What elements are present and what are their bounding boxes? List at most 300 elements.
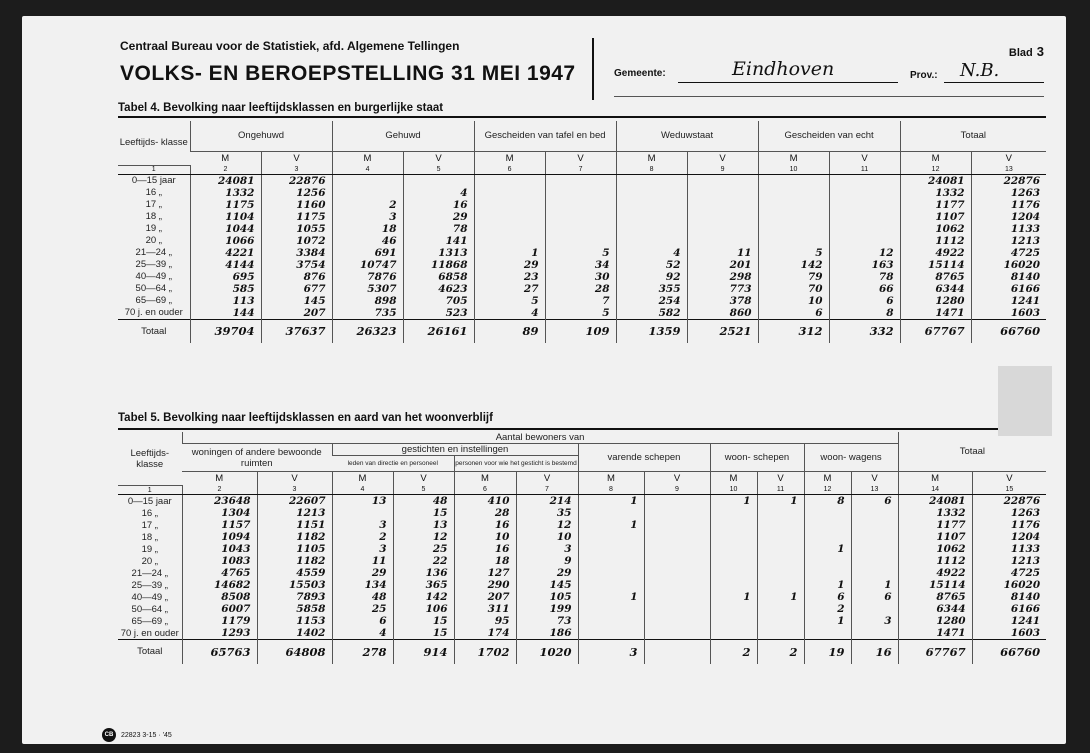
- data-cell: 16020: [972, 579, 1046, 591]
- table-row: [118, 307, 1046, 320]
- data-cell: 582: [616, 307, 687, 320]
- age-class-label: 70 j. en ouder: [124, 307, 183, 318]
- data-cell: 2: [332, 199, 403, 211]
- total-cell: 1359: [616, 319, 687, 343]
- data-cell: 1332: [190, 187, 261, 199]
- total-cell: 2: [710, 640, 757, 664]
- data-cell: 8140: [971, 271, 1046, 283]
- personen-header: personen voor wie het gesticht is bestemd: [454, 456, 578, 472]
- age-class-label: 40—49 „: [135, 271, 172, 282]
- column-number: 6: [454, 486, 516, 495]
- group-header: Totaal: [900, 121, 1046, 151]
- total-cell: 65763: [182, 640, 257, 664]
- total-cell: 37637: [261, 319, 332, 343]
- column-number: 11: [757, 486, 804, 495]
- woonwagens-header: woon- wagens: [804, 444, 898, 472]
- data-cell: 1112: [898, 555, 972, 567]
- data-cell: 12: [829, 247, 900, 259]
- total-cell: 332: [829, 319, 900, 343]
- total-cell: 26161: [403, 319, 474, 343]
- total-cell: 914: [393, 640, 454, 664]
- column-v-header: V: [757, 472, 804, 486]
- data-cell: [710, 615, 757, 627]
- varende-header: varende schepen: [578, 444, 710, 472]
- data-cell: 13: [393, 519, 454, 531]
- data-cell: 1133: [972, 543, 1046, 555]
- age-class-label: 20 „: [141, 555, 158, 567]
- data-cell: 1179: [182, 615, 257, 627]
- data-cell: 106: [393, 603, 454, 615]
- data-cell: 6344: [900, 283, 971, 295]
- table-row: [118, 543, 1046, 555]
- age-class-label: 0—15 jaar: [127, 495, 172, 507]
- age-class-label: 19 „: [145, 223, 162, 234]
- data-cell: 29: [516, 567, 578, 579]
- total-cell: 1702: [454, 640, 516, 664]
- data-cell: 523: [403, 307, 474, 320]
- data-cell: 15: [393, 507, 454, 519]
- data-cell: 16: [454, 519, 516, 531]
- column-number: 9: [687, 165, 758, 174]
- data-cell: 6: [851, 495, 898, 508]
- data-cell: 254: [616, 295, 687, 307]
- age-class-label: 25—39 „: [131, 579, 168, 591]
- age-header: Leeftijds- klasse: [118, 121, 190, 165]
- column-number: 3: [257, 486, 332, 495]
- data-cell: [851, 531, 898, 543]
- age-class-label: 17 „: [141, 519, 158, 531]
- census-form-sheet: [22, 16, 1066, 744]
- column-number: 10: [710, 486, 757, 495]
- data-cell: [804, 555, 851, 567]
- data-cell: 15114: [898, 579, 972, 591]
- data-cell: [710, 555, 757, 567]
- table-row: [118, 519, 1046, 531]
- data-cell: 705: [403, 295, 474, 307]
- data-cell: 1: [757, 591, 804, 603]
- data-cell: [616, 174, 687, 187]
- data-cell: [644, 543, 710, 555]
- data-cell: 10: [516, 531, 578, 543]
- data-cell: 691: [332, 247, 403, 259]
- column-m-header: M: [898, 472, 972, 486]
- data-cell: [644, 519, 710, 531]
- age-class-label: 18 „: [145, 211, 162, 222]
- form-footer: [102, 728, 172, 742]
- data-cell: 14682: [182, 579, 257, 591]
- data-cell: [644, 579, 710, 591]
- table5-caption: Tabel 5. Bevolking naar leeftijdsklassen en aard van het woonverblijf: [118, 412, 493, 424]
- column-v-header: V: [393, 472, 454, 486]
- column-number: 8: [616, 165, 687, 174]
- data-cell: 28: [454, 507, 516, 519]
- total-cell: 39704: [190, 319, 261, 343]
- header-divider: [592, 38, 594, 100]
- data-cell: 1066: [190, 235, 261, 247]
- data-cell: 1107: [898, 531, 972, 543]
- data-cell: 898: [332, 295, 403, 307]
- table-row: [118, 531, 1046, 543]
- data-cell: 3: [851, 615, 898, 627]
- group-header: Weduwstaat: [616, 121, 758, 151]
- table-row: [118, 235, 1046, 247]
- data-cell: 8140: [972, 591, 1046, 603]
- total-cell: 1020: [516, 640, 578, 664]
- column-v-header: V: [403, 151, 474, 165]
- age-class-label: 21—24 „: [135, 247, 172, 258]
- data-cell: 207: [261, 307, 332, 320]
- column-v-header: V: [644, 472, 710, 486]
- data-cell: [710, 603, 757, 615]
- data-cell: [578, 531, 644, 543]
- data-cell: 8508: [182, 591, 257, 603]
- data-cell: 23648: [182, 495, 257, 508]
- column-v-header: V: [829, 151, 900, 165]
- data-cell: 1105: [257, 543, 332, 555]
- data-cell: 1: [710, 591, 757, 603]
- age-class-label: 40—49 „: [131, 591, 168, 603]
- table-row: [118, 591, 1046, 603]
- data-cell: 4725: [972, 567, 1046, 579]
- data-cell: [710, 507, 757, 519]
- column-number: 4: [332, 165, 403, 174]
- data-cell: 1204: [971, 211, 1046, 223]
- data-cell: [851, 567, 898, 579]
- data-cell: 1263: [971, 187, 1046, 199]
- data-cell: [829, 223, 900, 235]
- data-cell: 12: [393, 531, 454, 543]
- data-cell: [616, 235, 687, 247]
- data-cell: [644, 531, 710, 543]
- data-cell: 6: [851, 591, 898, 603]
- data-cell: [644, 615, 710, 627]
- data-cell: 735: [332, 307, 403, 320]
- data-cell: [829, 187, 900, 199]
- data-cell: 365: [393, 579, 454, 591]
- column-m-header: M: [454, 472, 516, 486]
- data-cell: [687, 211, 758, 223]
- group-header: Gehuwd: [332, 121, 474, 151]
- data-cell: [545, 187, 616, 199]
- data-cell: [545, 211, 616, 223]
- age-class-label: 65—69 „: [135, 295, 172, 306]
- table4: [118, 121, 1046, 343]
- data-cell: 585: [190, 283, 261, 295]
- data-cell: 860: [687, 307, 758, 320]
- data-cell: 24081: [898, 495, 972, 508]
- data-cell: 5: [545, 307, 616, 320]
- age-header: Leeftijds- klasse: [118, 432, 182, 486]
- data-cell: 78: [829, 271, 900, 283]
- data-cell: 1: [578, 519, 644, 531]
- data-cell: [687, 187, 758, 199]
- table-row: [118, 615, 1046, 627]
- data-cell: 1: [757, 495, 804, 508]
- data-cell: 1094: [182, 531, 257, 543]
- table-row: [118, 507, 1046, 519]
- data-cell: 4559: [257, 567, 332, 579]
- data-cell: 1: [578, 591, 644, 603]
- data-cell: 1: [804, 543, 851, 555]
- data-cell: 24081: [900, 174, 971, 187]
- table-row: [118, 567, 1046, 579]
- data-cell: 70: [758, 283, 829, 295]
- data-cell: 6: [332, 615, 393, 627]
- column-m-header: M: [900, 151, 971, 165]
- data-cell: 48: [332, 591, 393, 603]
- age-class-label: 65—69 „: [131, 615, 168, 627]
- data-cell: 48: [393, 495, 454, 508]
- table-row: [118, 579, 1046, 591]
- data-cell: 1241: [972, 615, 1046, 627]
- column-number: 12: [900, 165, 971, 174]
- data-cell: 12: [516, 519, 578, 531]
- totaal-header: Totaal: [898, 432, 1046, 472]
- data-cell: 876: [261, 271, 332, 283]
- data-cell: 18: [454, 555, 516, 567]
- age-class-label: 20 „: [145, 235, 162, 246]
- column-number: 8: [578, 486, 644, 495]
- age-class-label: 0—15 jaar: [131, 175, 176, 186]
- column-number: 1: [118, 165, 190, 174]
- column-m-header: M: [578, 472, 644, 486]
- age-class-label: 17 „: [145, 199, 162, 210]
- bewoners-header: Aantal bewoners van: [182, 432, 898, 444]
- column-m-header: M: [616, 151, 687, 165]
- data-cell: [687, 235, 758, 247]
- data-cell: 8765: [898, 591, 972, 603]
- data-cell: [403, 174, 474, 187]
- data-cell: [757, 567, 804, 579]
- data-cell: 1: [474, 247, 545, 259]
- data-cell: [851, 555, 898, 567]
- column-number: 11: [829, 165, 900, 174]
- table-row: [118, 223, 1046, 235]
- data-cell: 1151: [257, 519, 332, 531]
- form-header: [22, 16, 1066, 116]
- data-cell: [757, 603, 804, 615]
- data-cell: 4623: [403, 283, 474, 295]
- data-cell: 207: [454, 591, 516, 603]
- total-cell: 89: [474, 319, 545, 343]
- sheet-number: Blad 3: [1008, 44, 1044, 59]
- data-cell: 78: [403, 223, 474, 235]
- data-cell: 1293: [182, 627, 257, 640]
- column-m-header: M: [710, 472, 757, 486]
- data-cell: 7: [545, 295, 616, 307]
- table-row: [118, 627, 1046, 640]
- data-cell: [710, 543, 757, 555]
- data-cell: 6166: [972, 603, 1046, 615]
- data-cell: 186: [516, 627, 578, 640]
- data-cell: [332, 174, 403, 187]
- data-cell: 1280: [898, 615, 972, 627]
- data-cell: 15: [393, 615, 454, 627]
- data-cell: [829, 235, 900, 247]
- data-cell: 1176: [971, 199, 1046, 211]
- data-cell: [545, 223, 616, 235]
- column-number: 2: [182, 486, 257, 495]
- gestichten-header: gestichten en instellingen: [332, 444, 578, 456]
- data-cell: 15114: [900, 259, 971, 271]
- data-cell: 1055: [261, 223, 332, 235]
- data-cell: 4765: [182, 567, 257, 579]
- data-cell: [710, 567, 757, 579]
- data-cell: [710, 579, 757, 591]
- data-cell: 16: [454, 543, 516, 555]
- data-cell: 1: [804, 579, 851, 591]
- data-cell: 3384: [261, 247, 332, 259]
- data-cell: [644, 627, 710, 640]
- data-cell: 6007: [182, 603, 257, 615]
- data-cell: [710, 531, 757, 543]
- column-m-header: M: [215, 473, 224, 485]
- data-cell: [804, 519, 851, 531]
- data-cell: 52: [616, 259, 687, 271]
- data-cell: 6: [804, 591, 851, 603]
- data-cell: 1083: [182, 555, 257, 567]
- age-class-label: 50—64 „: [131, 603, 168, 615]
- data-cell: [851, 603, 898, 615]
- data-cell: 1062: [898, 543, 972, 555]
- data-cell: 22876: [971, 174, 1046, 187]
- data-cell: 3: [332, 543, 393, 555]
- data-cell: 5: [758, 247, 829, 259]
- data-cell: 355: [616, 283, 687, 295]
- data-cell: [758, 187, 829, 199]
- data-cell: 1153: [257, 615, 332, 627]
- data-cell: 1: [804, 615, 851, 627]
- data-cell: 8: [829, 307, 900, 320]
- total-cell: 109: [545, 319, 616, 343]
- data-cell: 127: [454, 567, 516, 579]
- column-number: 9: [644, 486, 710, 495]
- data-cell: 25: [393, 543, 454, 555]
- table-row: [118, 495, 1046, 508]
- column-m-header: M: [332, 151, 403, 165]
- data-cell: 11868: [403, 259, 474, 271]
- data-cell: 6: [758, 307, 829, 320]
- table-row: [118, 187, 1046, 199]
- column-number: 13: [971, 165, 1046, 174]
- group-header: Ongehuwd: [190, 121, 332, 151]
- table-row: [118, 555, 1046, 567]
- data-cell: [757, 627, 804, 640]
- data-cell: [545, 235, 616, 247]
- column-m-header: M: [804, 472, 851, 486]
- data-cell: 8: [804, 495, 851, 508]
- column-number: 15: [972, 486, 1046, 495]
- data-cell: [710, 627, 757, 640]
- total-cell: 26323: [332, 319, 403, 343]
- data-cell: [804, 531, 851, 543]
- data-cell: 1603: [971, 307, 1046, 320]
- age-class-label: 18 „: [141, 531, 158, 543]
- gemeente-label: Gemeente:: [614, 68, 666, 79]
- data-cell: 4: [403, 187, 474, 199]
- data-cell: 4: [616, 247, 687, 259]
- bureau-line: Centraal Bureau voor de Statistiek, afd. Algemene Tellingen: [120, 39, 460, 53]
- total-label: Totaal: [118, 640, 182, 664]
- data-cell: [851, 627, 898, 640]
- data-cell: 4: [332, 627, 393, 640]
- data-cell: [829, 199, 900, 211]
- data-cell: 142: [758, 259, 829, 271]
- data-cell: 5858: [257, 603, 332, 615]
- table-row: [118, 211, 1046, 223]
- age-class-label: 25—39 „: [135, 259, 172, 270]
- data-cell: [757, 531, 804, 543]
- data-cell: [644, 495, 710, 508]
- data-cell: [474, 235, 545, 247]
- data-cell: 28: [545, 283, 616, 295]
- data-cell: 773: [687, 283, 758, 295]
- data-cell: [644, 591, 710, 603]
- column-number: 10: [758, 165, 829, 174]
- data-cell: 1177: [900, 199, 971, 211]
- data-cell: 10747: [332, 259, 403, 271]
- column-number: 14: [898, 486, 972, 495]
- age-class-label: 19 „: [141, 543, 158, 555]
- data-cell: 1213: [257, 507, 332, 519]
- data-cell: 199: [516, 603, 578, 615]
- table-row: [118, 174, 1046, 187]
- data-cell: 1182: [257, 555, 332, 567]
- data-cell: 1160: [261, 199, 332, 211]
- group-header: Gescheiden van tafel en bed: [474, 121, 616, 151]
- data-cell: 13: [332, 495, 393, 508]
- data-cell: 16020: [971, 259, 1046, 271]
- data-cell: 174: [454, 627, 516, 640]
- gemeente-line: [678, 82, 898, 83]
- data-cell: 1112: [900, 235, 971, 247]
- data-cell: 79: [758, 271, 829, 283]
- data-cell: 2: [804, 603, 851, 615]
- data-cell: 22876: [972, 495, 1046, 508]
- paper-shadow: [998, 366, 1052, 436]
- data-cell: 6: [829, 295, 900, 307]
- column-number: 7: [545, 165, 616, 174]
- data-cell: 29: [403, 211, 474, 223]
- data-cell: [758, 211, 829, 223]
- table-row: [118, 283, 1046, 295]
- data-cell: 5: [474, 295, 545, 307]
- data-cell: 73: [516, 615, 578, 627]
- data-cell: [616, 223, 687, 235]
- total-cell: 16: [851, 640, 898, 664]
- data-cell: 22: [393, 555, 454, 567]
- data-cell: 29: [474, 259, 545, 271]
- woonschepen-header: woon- schepen: [710, 444, 804, 472]
- data-cell: 24081: [190, 174, 261, 187]
- data-cell: [757, 507, 804, 519]
- data-cell: 16: [403, 199, 474, 211]
- column-m-header: M: [758, 151, 829, 165]
- data-cell: 1175: [190, 199, 261, 211]
- data-cell: 695: [190, 271, 261, 283]
- data-cell: 30: [545, 271, 616, 283]
- data-cell: 134: [332, 579, 393, 591]
- data-cell: [644, 603, 710, 615]
- data-cell: 2: [332, 531, 393, 543]
- data-cell: 4922: [898, 567, 972, 579]
- data-cell: [332, 187, 403, 199]
- column-number: 2: [190, 165, 261, 174]
- data-cell: [687, 199, 758, 211]
- table-row: [118, 247, 1046, 259]
- data-cell: 1332: [898, 507, 972, 519]
- table-row: [118, 295, 1046, 307]
